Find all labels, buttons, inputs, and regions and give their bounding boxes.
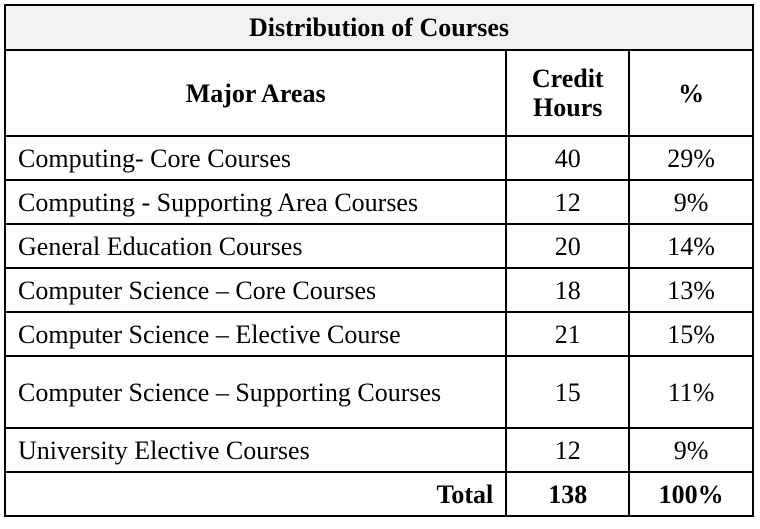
row-percent: 29% bbox=[629, 136, 753, 180]
row-area: Computing - Supporting Area Courses bbox=[5, 180, 506, 224]
table-row bbox=[5, 312, 753, 356]
row-credit: 40 bbox=[506, 136, 629, 180]
row-area: Computing- Core Courses bbox=[5, 136, 506, 180]
header-percent: % bbox=[629, 50, 753, 136]
table-row bbox=[5, 356, 753, 428]
total-credit: 138 bbox=[506, 472, 629, 516]
row-area: Computer Science – Elective Course bbox=[5, 312, 506, 356]
course-distribution-table bbox=[4, 4, 754, 517]
table-row bbox=[5, 428, 753, 472]
row-percent: 9% bbox=[629, 180, 753, 224]
total-row bbox=[5, 472, 753, 516]
row-credit: 20 bbox=[506, 224, 629, 268]
row-percent: 13% bbox=[629, 268, 753, 312]
header-credit-hours: Credit Hours bbox=[506, 50, 629, 136]
total-label: Total bbox=[5, 472, 506, 516]
table-row bbox=[5, 224, 753, 268]
table-row bbox=[5, 180, 753, 224]
row-percent: 14% bbox=[629, 224, 753, 268]
row-credit: 15 bbox=[506, 356, 629, 428]
header-major-areas: Major Areas bbox=[5, 50, 506, 136]
table-row bbox=[5, 136, 753, 180]
row-credit: 12 bbox=[506, 428, 629, 472]
row-area: University Elective Courses bbox=[5, 428, 506, 472]
row-area: Computer Science – Supporting Courses bbox=[5, 356, 506, 428]
row-credit: 12 bbox=[506, 180, 629, 224]
table-title: Distribution of Courses bbox=[5, 5, 753, 50]
row-percent: 9% bbox=[629, 428, 753, 472]
row-percent: 11% bbox=[629, 356, 753, 428]
total-percent: 100% bbox=[629, 472, 753, 516]
row-credit: 21 bbox=[506, 312, 629, 356]
row-credit: 18 bbox=[506, 268, 629, 312]
row-area: General Education Courses bbox=[5, 224, 506, 268]
table-row bbox=[5, 268, 753, 312]
row-percent: 15% bbox=[629, 312, 753, 356]
row-area: Computer Science – Core Courses bbox=[5, 268, 506, 312]
